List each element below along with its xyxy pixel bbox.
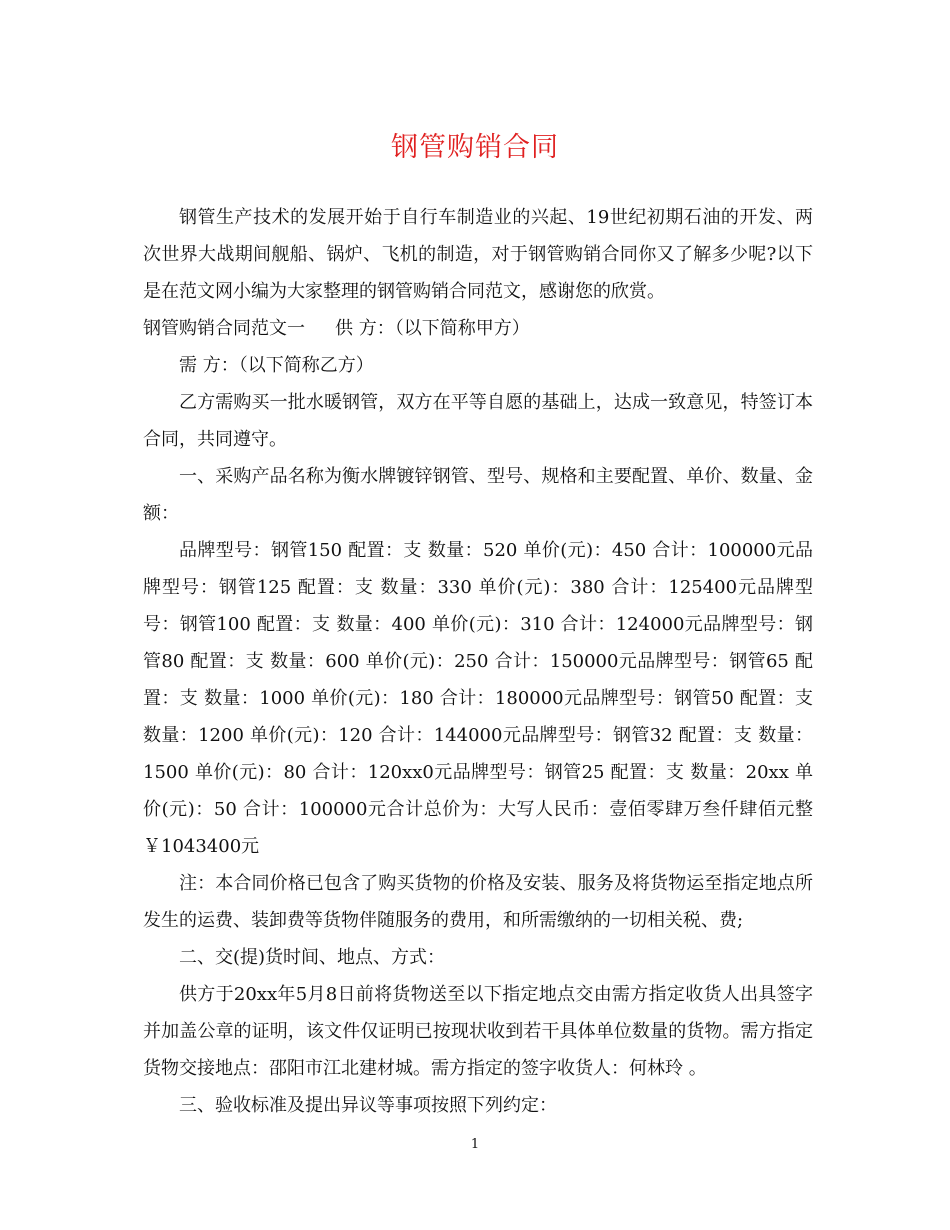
page-number: 1 (470, 1137, 480, 1152)
clause2-heading: 二、交(提)货时间、地点、方式： (179, 947, 446, 968)
clause1-heading: 一、采购产品名称为衡水牌镀锌钢管、型号、规格和主要配置、单价、数量、金额： (143, 466, 813, 524)
supplier-line: 供 方：（以下简称甲方） (335, 318, 530, 339)
sample-heading-line (143, 310, 813, 347)
sample-heading: 钢管购销合同范文一 (143, 318, 305, 339)
note-paragraph: 注：本合同价格已包含了购买货物的价格及安装、服务及将货物运至指定地点所发生的运费、装卸费等货物伴随服务的费用，和所需缴纳的一切相关税、费; (143, 873, 813, 931)
intro-paragraph: 钢管生产技术的发展开始于自行车制造业的兴起、19世纪初期石油的开发、两次世界大战期间舰船、锅炉、飞机的制造，对于钢管购销合同你又了解多少呢?以下是在范文网小编为大家整理的钢管购销合同范文，感谢您的欣赏。 (143, 207, 813, 302)
products-paragraph: 品牌型号：钢管150 配置：支 数量：520 单价(元)：450 合计：100000元品牌型号：钢管125 配置：支 数量：330 单价(元)：380 合计：125400元品牌型号：钢管100 配置：支 数量：400 单价(元)：310 合计：124000元品牌型号：钢管80 配置：支 数量：600 单价(元)：250 合计：150000元品牌型号：钢管65 配置：支 数量：1000 单价(元)：180 合计：180000元品牌型号：钢管50 配置：支 数量：1200 单价(元)：120 合计：144000元品牌型号：钢管32 配置：支 数量：1500 单价(元)：80 合计：120xx0元品牌型号：钢管25 配置：支 数量：20xx 单价(元)：50 合计：100000元合计总价为：大写人民币：壹佰零肆万叁仟肆佰元整 ￥1043400元 (143, 540, 813, 857)
delivery-paragraph: 供方于20xx年5月8日前将货物送至以下指定地点交由需方指定收货人出具签字并加盖公章的证明，该文件仅证明已按现状收到若干具体单位数量的货物。需方指定货物交接地点：邵阳市江北建材城。需方指定的签字收货人：何林玲 。 (143, 984, 813, 1079)
document-title: 钢管购销合同 (391, 132, 559, 163)
buyer-line: 需 方：（以下简称乙方） (179, 355, 374, 376)
document-body (143, 199, 813, 1124)
clause3-heading: 三、验收标准及提出异议等事项按照下列约定： (179, 1095, 557, 1116)
purpose-paragraph: 乙方需购买一批水暖钢管，双方在平等自愿的基础上，达成一致意见，特签订本合同，共同遵守。 (143, 392, 813, 450)
